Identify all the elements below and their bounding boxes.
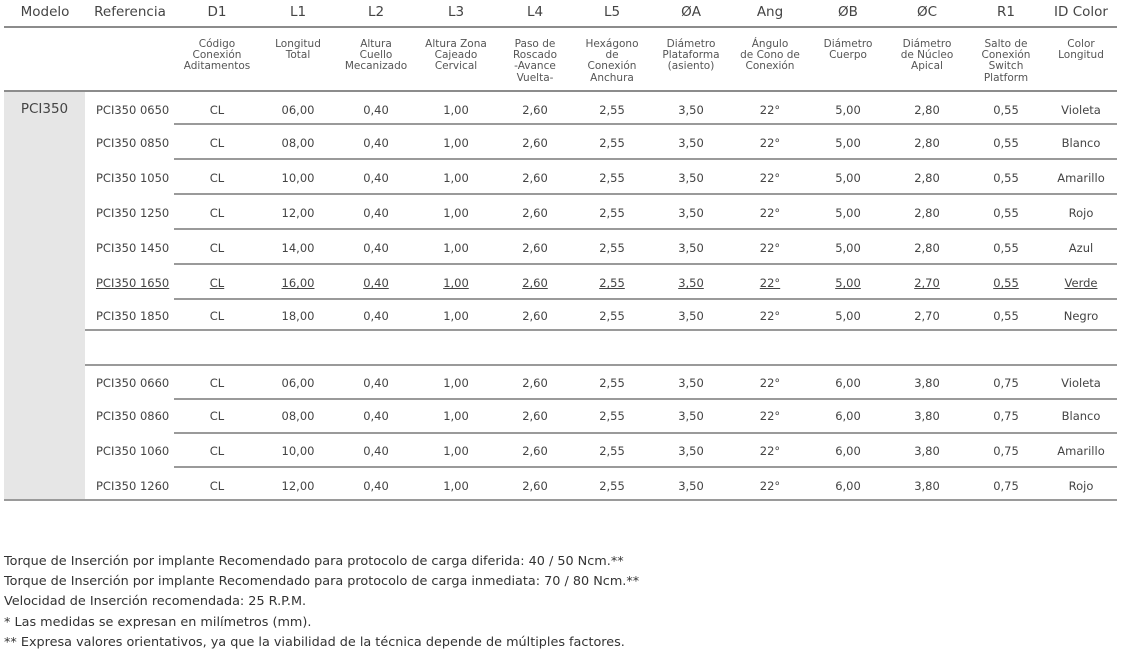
value-cell: 2,55 [599, 409, 625, 423]
subheader-line: de Cono de [740, 49, 800, 62]
value-cell: 22° [759, 206, 781, 220]
value-cell: 0,40 [363, 241, 389, 255]
value-cell: 1,00 [443, 376, 469, 390]
subheader-line: de Núcleo [900, 49, 954, 62]
subheader-line: Apical [911, 60, 943, 73]
subheader-line: Longitud [1058, 49, 1104, 62]
value-cell: 06,00 [281, 103, 315, 117]
value-cell: 2,60 [522, 409, 548, 423]
value-cell: 5,00 [835, 241, 861, 255]
row-divider [174, 298, 1117, 300]
value-cell: Blanco [1061, 409, 1101, 423]
reference-cell: PCI350 0650 [96, 103, 170, 117]
value-cell: 22° [759, 136, 781, 150]
column-subheader [651, 39, 731, 73]
value-cell: 1,00 [443, 409, 469, 423]
value-cell: 22° [759, 444, 781, 458]
value-cell: 22° [759, 409, 781, 423]
value-cell: 0,75 [993, 376, 1019, 390]
reference-cell: PCI350 1050 [96, 171, 170, 185]
value-cell: 3,80 [914, 479, 940, 493]
value-cell: 6,00 [835, 376, 861, 390]
column-header: L4 [526, 4, 544, 20]
value-cell: 5,00 [835, 276, 861, 290]
column-header: ID Color [1054, 4, 1108, 20]
value-cell: 0,40 [363, 376, 389, 390]
subheader-line: Mecanizado [344, 60, 408, 73]
value-cell: 22° [759, 479, 781, 493]
column-subheader [336, 39, 416, 73]
value-cell: 2,55 [599, 309, 625, 323]
modelo-column [4, 92, 85, 499]
value-cell: 2,60 [522, 444, 548, 458]
value-cell: 5,00 [835, 309, 861, 323]
column-header: L5 [603, 4, 621, 20]
subheader-line: Roscado [512, 49, 557, 62]
value-cell: 2,55 [599, 241, 625, 255]
value-cell: CL [209, 171, 225, 185]
column-header: Modelo [20, 4, 70, 20]
value-cell: 0,40 [363, 309, 389, 323]
value-cell: 2,70 [914, 309, 940, 323]
value-cell: 22° [759, 103, 781, 117]
subheader-line: Total [285, 49, 311, 62]
value-cell: 3,80 [914, 409, 940, 423]
value-cell: 0,40 [363, 276, 389, 290]
value-cell: CL [209, 409, 225, 423]
value-cell: 0,55 [993, 206, 1019, 220]
column-subheader [572, 39, 652, 84]
row-divider [85, 329, 1117, 331]
reference-cell: PCI350 0660 [96, 376, 170, 390]
value-cell: 6,00 [835, 409, 861, 423]
value-cell: 22° [759, 376, 781, 390]
subheader-line: Altura Zona [425, 38, 487, 50]
value-cell: 2,55 [599, 376, 625, 390]
column-header: L1 [289, 4, 307, 20]
subheader-line: Conexión [981, 49, 1031, 62]
value-cell: Verde [1064, 276, 1098, 290]
value-cell: 22° [759, 309, 781, 323]
row-divider [174, 432, 1117, 434]
value-cell: 0,40 [363, 444, 389, 458]
value-cell: Violeta [1061, 103, 1101, 117]
value-cell: 22° [759, 241, 781, 255]
value-cell: 1,00 [443, 171, 469, 185]
subheader-line: Diámetro [902, 38, 952, 50]
subheader-line: Cuerpo [829, 49, 867, 62]
subheader-divider [4, 90, 1117, 92]
subheader-line: Código [198, 38, 236, 50]
value-cell: 0,55 [993, 103, 1019, 117]
value-cell: 0,55 [993, 241, 1019, 255]
value-cell: CL [209, 376, 225, 390]
column-subheader [1041, 39, 1121, 61]
note-line: Velocidad de Inserción recomendada: 25 R.P.M. [4, 594, 307, 610]
value-cell: CL [209, 444, 225, 458]
value-cell: 2,55 [599, 206, 625, 220]
value-cell: 1,00 [443, 103, 469, 117]
column-subheader [177, 39, 257, 73]
value-cell: 0,40 [363, 136, 389, 150]
subheader-line: Aditamentos [183, 60, 251, 73]
row-divider [174, 123, 1117, 125]
reference-cell: PCI350 1060 [96, 444, 170, 458]
value-cell: 2,55 [599, 103, 625, 117]
value-cell: 2,70 [914, 276, 940, 290]
reference-cell: PCI350 1850 [96, 309, 170, 323]
column-subheader [495, 39, 575, 84]
subheader-line: Cajeado [434, 49, 478, 62]
value-cell: 08,00 [281, 409, 315, 423]
subheader-line: Cuello [359, 49, 393, 62]
value-cell: Negro [1063, 309, 1099, 323]
subheader-line: Ángulo [751, 38, 789, 50]
subheader-line: Anchura [590, 71, 634, 84]
value-cell: CL [209, 136, 225, 150]
value-cell: 2,55 [599, 171, 625, 185]
value-cell: 2,60 [522, 479, 548, 493]
value-cell: 2,80 [914, 103, 940, 117]
value-cell: 0,75 [993, 409, 1019, 423]
value-cell: 2,60 [522, 276, 548, 290]
reference-cell: PCI350 1450 [96, 241, 170, 255]
value-cell: CL [209, 206, 225, 220]
value-cell: Amarillo [1057, 444, 1105, 458]
value-cell: 3,80 [914, 444, 940, 458]
subheader-line: Plataforma [662, 49, 720, 62]
subheader-line: Diámetro [666, 38, 716, 50]
row-divider [174, 193, 1117, 195]
column-header: ØA [681, 4, 701, 20]
value-cell: 2,55 [599, 136, 625, 150]
value-cell: 3,50 [678, 444, 704, 458]
value-cell: 22° [759, 276, 781, 290]
value-cell: 0,40 [363, 103, 389, 117]
subheader-line: Paso de [514, 38, 556, 50]
subheader-line: Platform [983, 71, 1029, 84]
value-cell: 2,55 [599, 276, 625, 290]
value-cell: 16,00 [281, 276, 315, 290]
value-cell: 0,55 [993, 276, 1019, 290]
reference-cell: PCI350 0850 [96, 136, 170, 150]
subheader-line: Conexión [192, 49, 242, 62]
value-cell: 5,00 [835, 171, 861, 185]
note-line: * Las medidas se expresan en milímetros (mm). [4, 614, 312, 630]
subheader-line: -Avance [514, 60, 556, 73]
value-cell: 1,00 [443, 206, 469, 220]
value-cell: 1,00 [443, 444, 469, 458]
column-subheader [966, 39, 1046, 84]
value-cell: 14,00 [281, 241, 315, 255]
row-divider [174, 158, 1117, 160]
value-cell: 2,80 [914, 171, 940, 185]
value-cell: 6,00 [835, 444, 861, 458]
value-cell: 0,55 [993, 136, 1019, 150]
value-cell: 3,50 [678, 206, 704, 220]
column-header: D1 [207, 4, 227, 20]
value-cell: CL [209, 276, 225, 290]
value-cell: 2,60 [522, 206, 548, 220]
value-cell: 3,50 [678, 241, 704, 255]
value-cell: 08,00 [281, 136, 315, 150]
value-cell: 2,60 [522, 136, 548, 150]
column-header: ØC [916, 4, 938, 20]
value-cell: 5,00 [835, 103, 861, 117]
value-cell: 3,50 [678, 409, 704, 423]
subheader-line: Hexágono [585, 38, 639, 50]
column-subheader [730, 39, 810, 73]
subheader-line: (asiento) [667, 60, 715, 73]
note-line: ** Expresa valores orientativos, ya que la viabilidad de la técnica depende de múltiples factores. [4, 634, 625, 650]
subheader-line: Conexión [745, 60, 795, 73]
note-line: Torque de Inserción por implante Recomendado para protocolo de carga inmediata: 70 / 80 Ncm.** [4, 574, 640, 590]
row-divider [174, 398, 1117, 400]
column-header: Ang [756, 4, 784, 20]
value-cell: 2,80 [914, 136, 940, 150]
reference-cell: PCI350 0860 [96, 409, 170, 423]
value-cell: 2,80 [914, 206, 940, 220]
column-subheader [808, 39, 888, 61]
value-cell: 3,50 [678, 479, 704, 493]
row-divider [174, 466, 1117, 468]
subheader-line: Conexión [587, 60, 637, 73]
value-cell: Rojo [1068, 479, 1094, 493]
column-subheader [416, 39, 496, 73]
value-cell: CL [209, 103, 225, 117]
value-cell: 0,75 [993, 444, 1019, 458]
value-cell: Rojo [1068, 206, 1094, 220]
row-divider [174, 263, 1117, 265]
value-cell: 2,60 [522, 171, 548, 185]
subheader-line: Vuelta- [516, 71, 554, 84]
value-cell: 3,50 [678, 136, 704, 150]
value-cell: 3,50 [678, 171, 704, 185]
row-divider [85, 364, 1117, 366]
value-cell: 06,00 [281, 376, 315, 390]
header-divider [4, 26, 1117, 28]
value-cell: 2,60 [522, 241, 548, 255]
value-cell: 1,00 [443, 241, 469, 255]
value-cell: 0,55 [993, 309, 1019, 323]
value-cell: 2,80 [914, 241, 940, 255]
value-cell: 2,55 [599, 444, 625, 458]
value-cell: 10,00 [281, 171, 315, 185]
column-header: L2 [367, 4, 385, 20]
value-cell: 1,00 [443, 309, 469, 323]
column-subheader [258, 39, 338, 61]
value-cell: Azul [1068, 241, 1094, 255]
subheader-line: Color [1067, 38, 1095, 50]
row-divider [174, 228, 1117, 230]
value-cell: CL [209, 309, 225, 323]
value-cell: 10,00 [281, 444, 315, 458]
value-cell: 0,40 [363, 479, 389, 493]
subheader-line: Switch [988, 60, 1024, 73]
value-cell: 6,00 [835, 479, 861, 493]
value-cell: 2,55 [599, 479, 625, 493]
value-cell: Blanco [1061, 136, 1101, 150]
value-cell: 1,00 [443, 479, 469, 493]
value-cell: 0,75 [993, 479, 1019, 493]
value-cell: 2,60 [522, 103, 548, 117]
value-cell: 5,00 [835, 136, 861, 150]
value-cell: 3,80 [914, 376, 940, 390]
column-header: R1 [997, 4, 1015, 20]
value-cell: 3,50 [678, 276, 704, 290]
value-cell: 0,40 [363, 409, 389, 423]
value-cell: CL [209, 241, 225, 255]
reference-cell: PCI350 1260 [96, 479, 170, 493]
value-cell: 22° [759, 171, 781, 185]
value-cell: 2,60 [522, 376, 548, 390]
subheader-line: Cervical [434, 60, 478, 73]
row-divider [4, 499, 1117, 501]
value-cell: 12,00 [281, 206, 315, 220]
value-cell: Violeta [1061, 376, 1101, 390]
value-cell: 3,50 [678, 376, 704, 390]
subheader-line: Diámetro [823, 38, 873, 50]
value-cell: 1,00 [443, 136, 469, 150]
subheader-line: Altura [360, 38, 392, 50]
column-header: Referencia [94, 4, 166, 20]
value-cell: 18,00 [281, 309, 315, 323]
modelo-value: PCI350 [20, 101, 69, 117]
value-cell: 3,50 [678, 309, 704, 323]
column-header: L3 [447, 4, 465, 20]
subheader-line: de [605, 49, 619, 62]
value-cell: 3,50 [678, 103, 704, 117]
value-cell: Amarillo [1057, 171, 1105, 185]
value-cell: 0,40 [363, 206, 389, 220]
value-cell: 5,00 [835, 206, 861, 220]
reference-cell: PCI350 1650 [96, 276, 170, 290]
value-cell: 12,00 [281, 479, 315, 493]
value-cell: 0,40 [363, 171, 389, 185]
column-header: ØB [838, 4, 858, 20]
value-cell: 1,00 [443, 276, 469, 290]
value-cell: 2,60 [522, 309, 548, 323]
table-header [0, 0, 1121, 28]
value-cell: 0,55 [993, 171, 1019, 185]
column-subheader [887, 39, 967, 73]
reference-cell: PCI350 1250 [96, 206, 170, 220]
note-line: Torque de Inserción por implante Recomendado para protocolo de carga diferida: 40 / 50 Ncm.** [4, 554, 624, 569]
subheader-line: Longitud [275, 38, 321, 50]
notes-section [4, 552, 639, 653]
value-cell: CL [209, 479, 225, 493]
subheader-line: Salto de [984, 38, 1028, 50]
